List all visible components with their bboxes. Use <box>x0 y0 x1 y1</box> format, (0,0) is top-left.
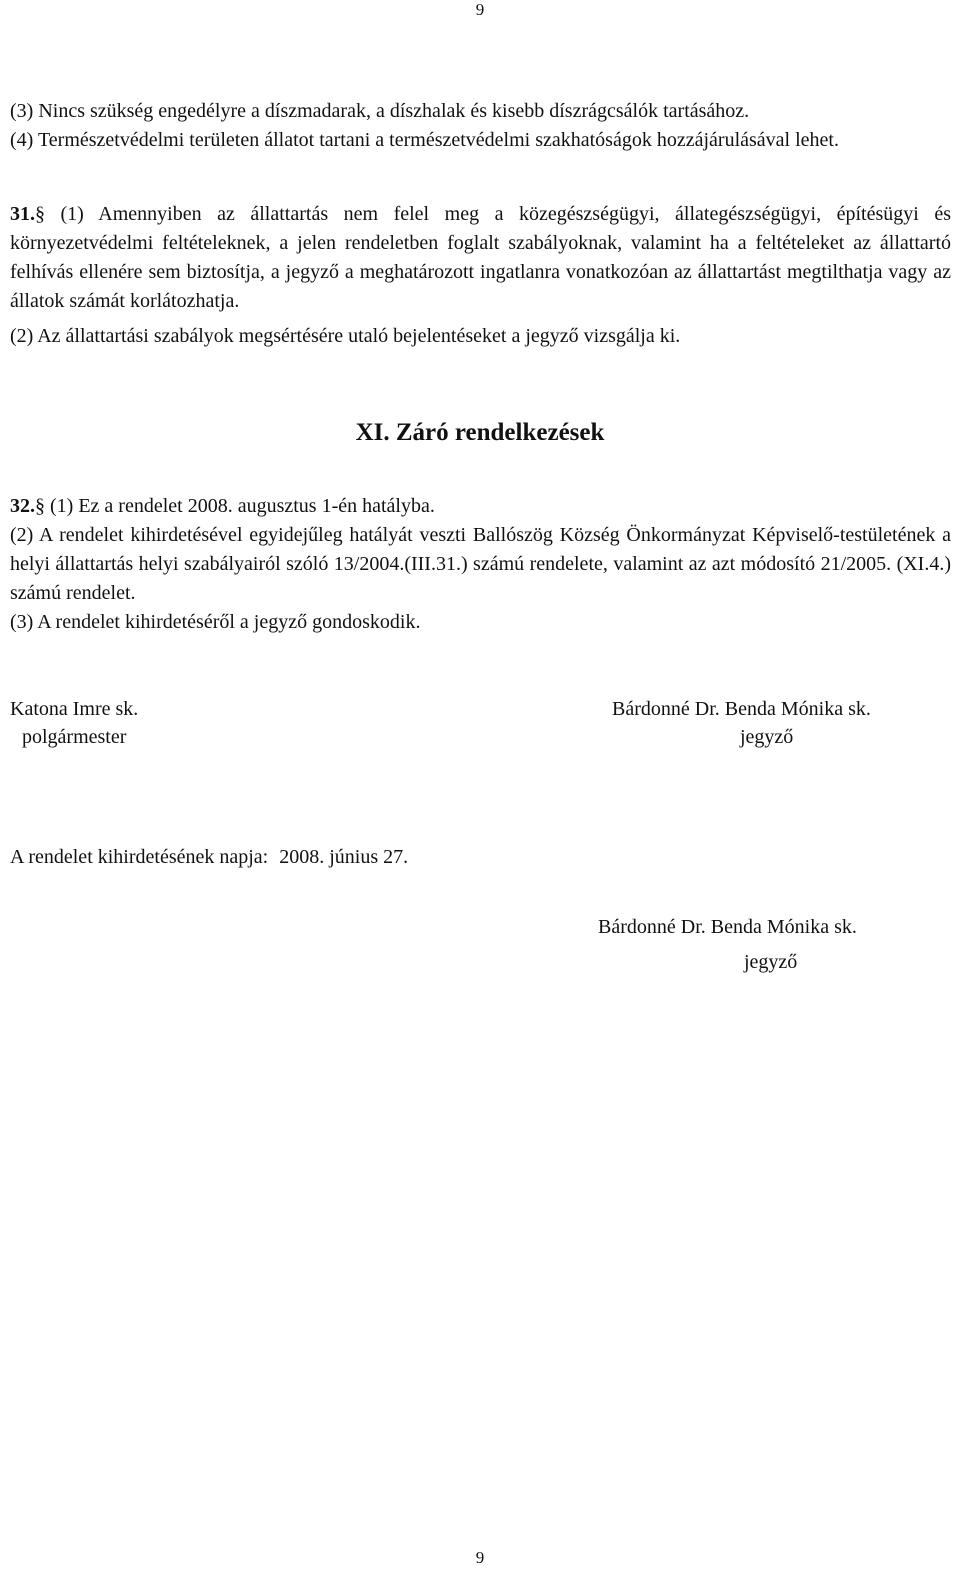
page-number-top: 9 <box>475 0 485 19</box>
section-32 <box>10 492 951 637</box>
page-number-bottom: 9 <box>475 1548 485 1567</box>
section-32-paragraph-3: (3) A rendelet kihirdetéséről a jegyző gondoskodik. <box>10 611 421 633</box>
final-signature-title: jegyző <box>744 951 798 973</box>
signature-right-title: jegyző <box>740 726 794 748</box>
section-32-paragraph-1-text: (1) Ez a rendelet 2008. augusztus 1-én hatályba. <box>45 495 435 517</box>
promulgation-date: 2008. június 27. <box>279 846 409 868</box>
section-31-number: 31. <box>10 203 35 225</box>
paragraphs-3-4 <box>10 97 951 155</box>
section-31-paragraph-1-text: (1) Amennyiben az állattartás nem felel meg a közegészségügyi, állategészségügyi, építésügyi és környezetvédelmi feltételeknek, a jelen rendeletben foglalt szabályoknak, valamint ha a feltételeket az állattartó felhívás ellenére sem biztosítja, a jegyző a meghatározott ingatlanra vonatkozóan az állattartást megtilthatja vagy az állatok számát korlátozhatja. <box>10 203 951 312</box>
section-31 <box>10 200 951 351</box>
final-signature-name: Bárdonné Dr. Benda Mónika sk. <box>598 916 857 938</box>
signature-left-title: polgármester <box>22 726 127 748</box>
section-32-paragraph-1 <box>10 492 951 521</box>
section-31-paragraph-2: (2) Az állattartási szabályok megsértésére utaló bejelentéseket a jegyző vizsgálja ki. <box>10 325 681 347</box>
signature-left-name: Katona Imre sk. <box>10 698 139 720</box>
section-sign: § <box>35 203 45 225</box>
section-32-number: 32. <box>10 495 35 517</box>
chapter-heading: XI. Záró rendelkezések <box>355 419 605 446</box>
section-sign: § <box>35 495 45 517</box>
paragraph-3: (3) Nincs szükség engedélyre a díszmadarak, a díszhalak és kisebb díszrágcsálók tartásához. <box>10 100 750 122</box>
section-32-paragraph-2: (2) A rendelet kihirdetésével egyidejűleg hatályát veszti Ballószög Község Önkormányzat Képviselő-testületének a helyi állattartás helyi szabályairól szóló 13/2004.(III.31.) számú rendelete, valamint az azt módosító 21/2005. (XI.4.) számú rendelet. <box>10 524 951 604</box>
promulgation-line <box>10 843 408 872</box>
signature-right-name: Bárdonné Dr. Benda Mónika sk. <box>612 698 871 720</box>
section-31-paragraph-1 <box>10 200 951 316</box>
promulgation-label: A rendelet kihirdetésének napja: <box>10 846 269 868</box>
paragraph-4: (4) Természetvédelmi területen állatot tartani a természetvédelmi szakhatóságok hozzájárulásával lehet. <box>10 129 839 151</box>
